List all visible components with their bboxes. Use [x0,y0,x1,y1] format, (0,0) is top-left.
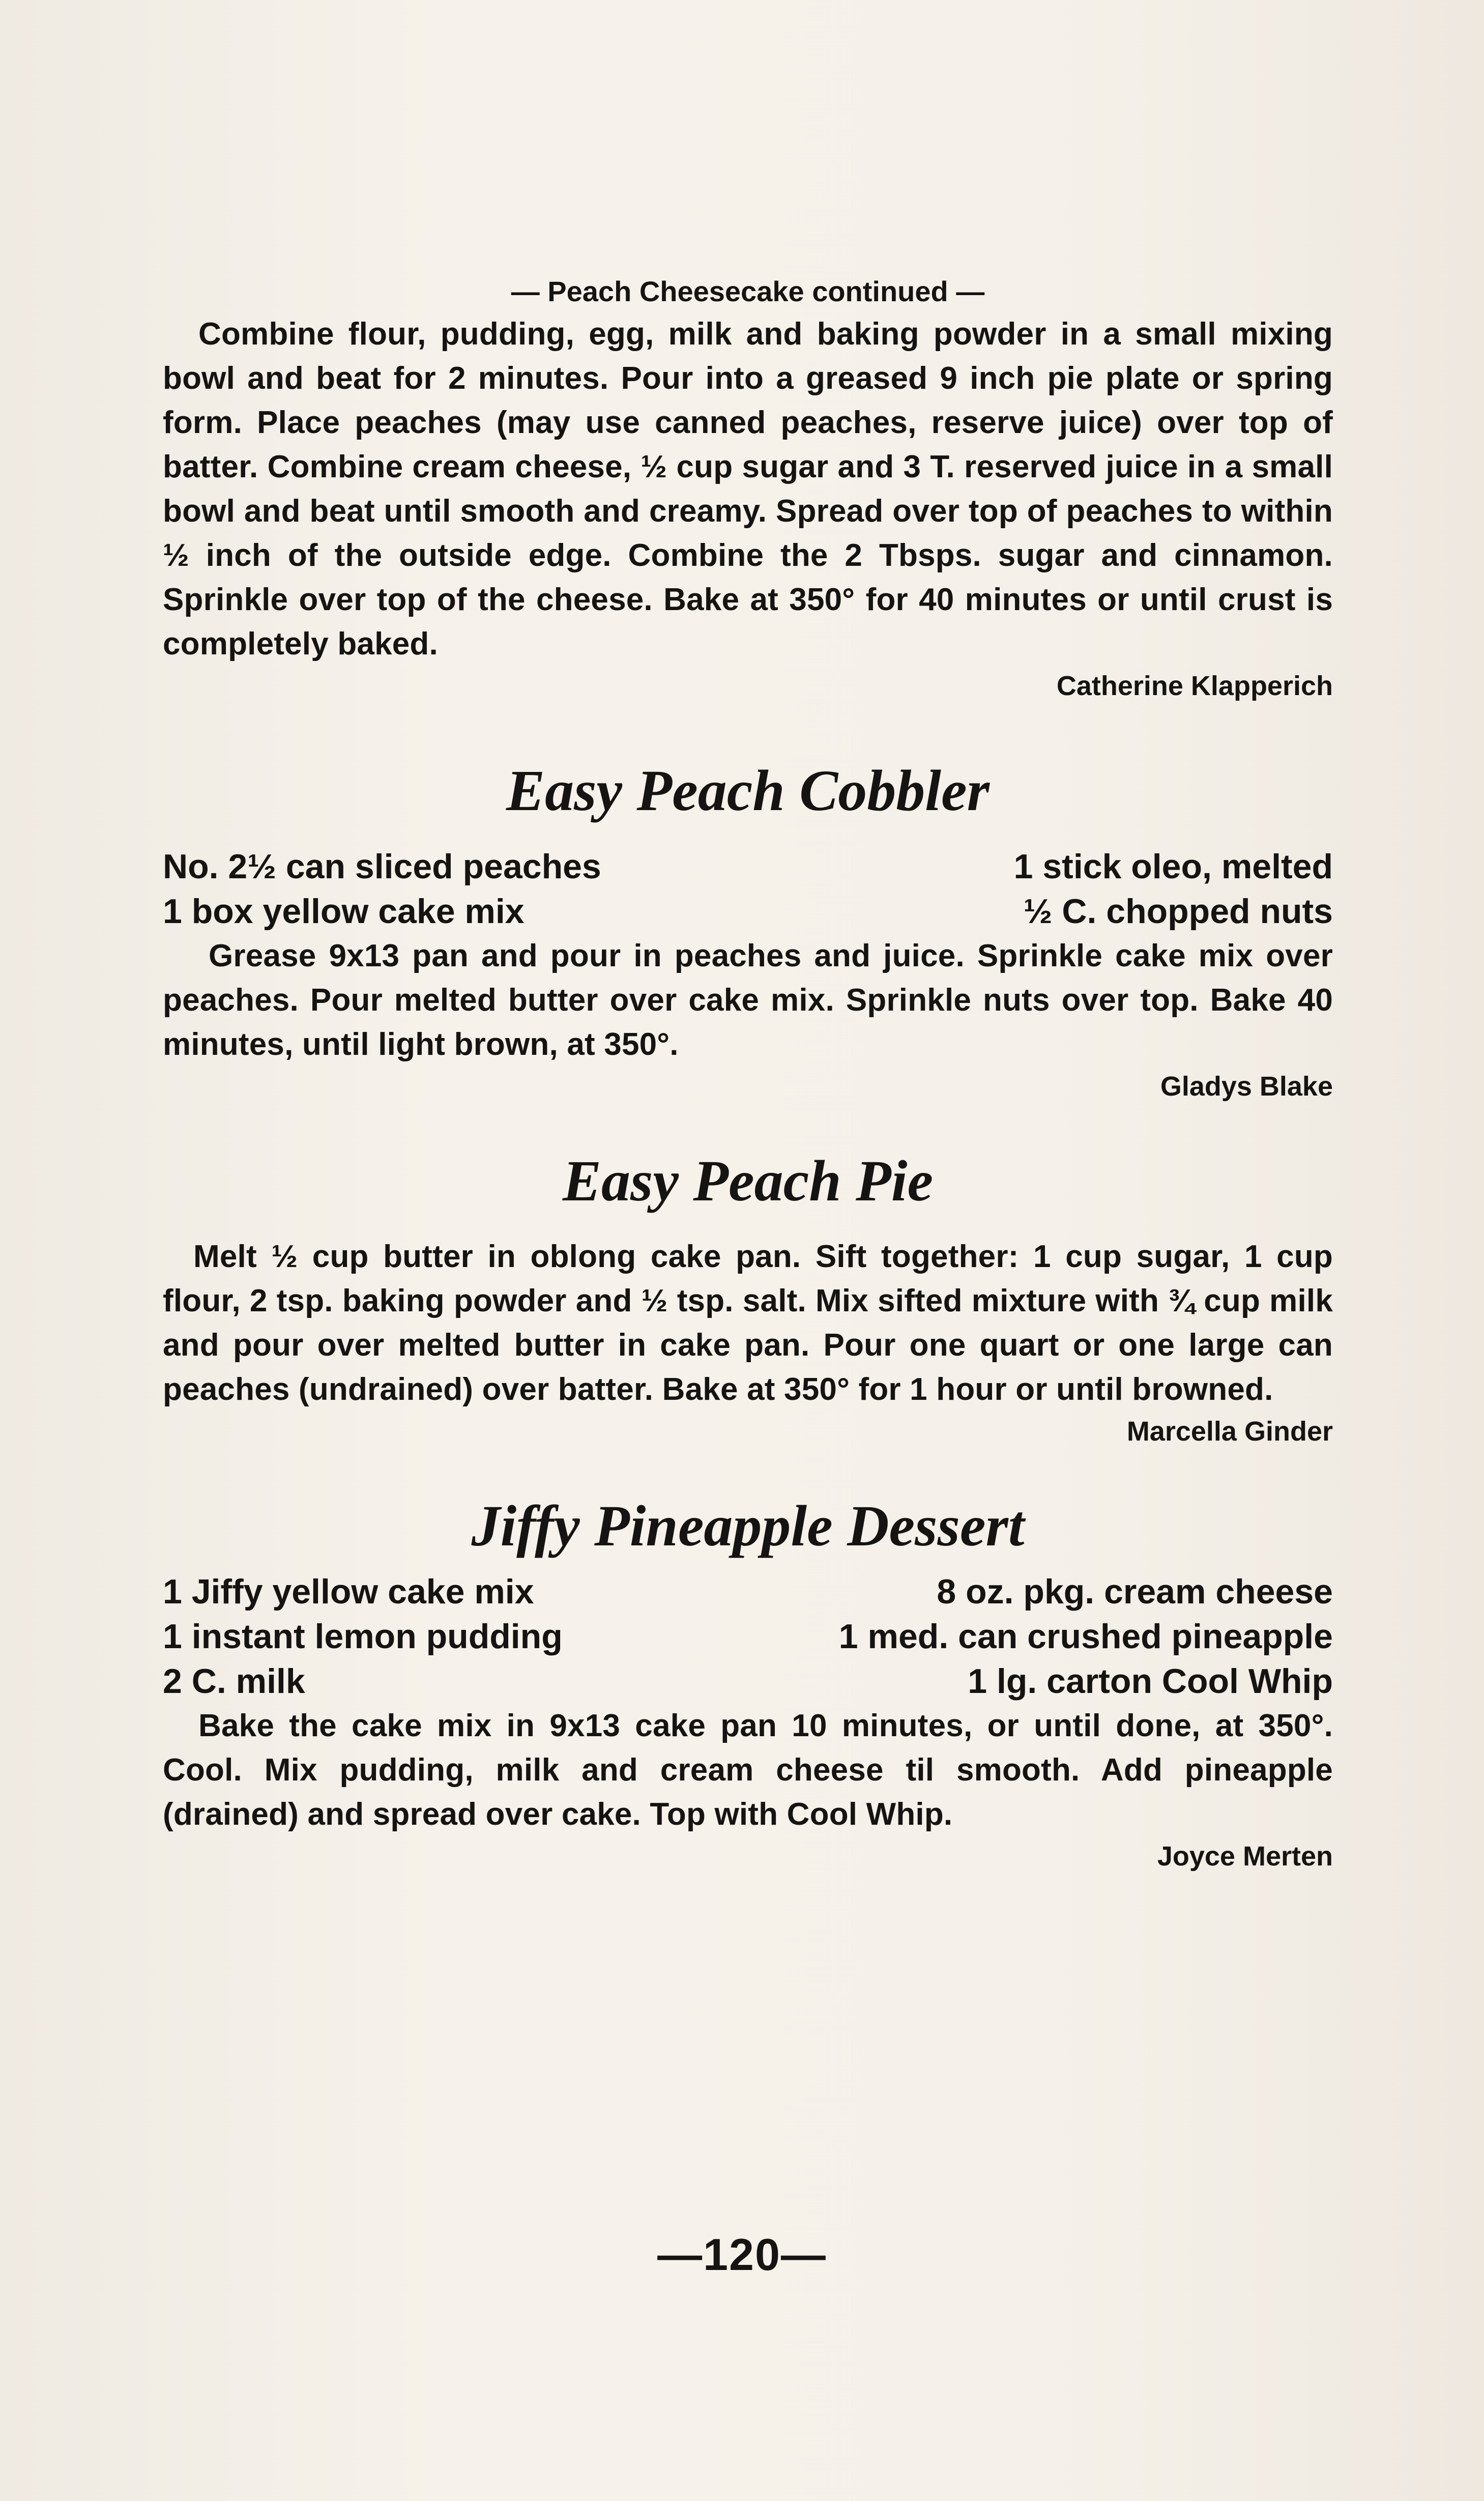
cheesecake-author: Catherine Klapperich [1056,671,1333,701]
cheesecake-instructions: Combine flour, pudding, egg, milk and baking powder in a small mixing bowl and beat for 2 minutes. Pour into a greased 9 inch pie plate or spring form. Place peaches (may use canned peaches, reserve juice) over top of batter. Combine cream cheese, ½ cup sugar and 3 T. reserved juice in a small bowl and beat until smooth and creamy. Spread over top of peaches to within ½ inch of the outside edge. Combine the 2 Tbsps. sugar and cinnamon. Sprinkle over top of the cheese. Bake at 350° for 40 minutes or until crust is completely baked. [163,317,1333,662]
ingredient: 1 Jiffy yellow cake mix [163,1572,534,1611]
ingredient: 1 med. can crushed pineapple [838,1617,1333,1656]
cobbler-title: Easy Peach Cobbler [506,758,990,823]
pie-instructions: Melt ½ cup butter in oblong cake pan. Sift together: 1 cup sugar, 1 cup flour, 2 tsp. baking powder and ½ tsp. salt. Mix sifted mixture with ¾ cup milk and pour over melted butter in cake pan. Pour one quart or one large can peaches (undrained) over batter. Bake at 350° for 1 hour or until browned. [163,1239,1333,1407]
ingredient: 1 instant lemon pudding [163,1617,563,1656]
ingredient: ½ C. chopped nuts [1023,892,1333,931]
jiffy-instructions: Bake the cake mix in 9x13 cake pan 10 minutes, or until done, at 350°. Cool. Mix pudding, milk and cream cheese til smooth. Add pineapple (drained) and spread over cake. Top with Cool Whip. [163,1708,1333,1832]
page-number: —120— [657,2229,827,2280]
pie-author: Marcella Ginder [1126,1416,1333,1447]
ingredient: No. 2½ can sliced peaches [163,847,601,886]
cobbler-author: Gladys Blake [1160,1071,1333,1102]
cobbler-ingredients [163,844,1333,934]
ingredient: 1 stick oleo, melted [1013,847,1333,886]
continued-heading: — Peach Cheesecake continued — [511,275,985,307]
pie-title: Easy Peach Pie [562,1148,934,1213]
jiffy-ingredients [163,1569,1333,1704]
page-content [163,275,1333,1872]
cobbler-instructions: Grease 9x13 pan and pour in peaches and juice. Sprinkle cake mix over peaches. Pour melted butter over cake mix. Sprinkle nuts over top. Bake 40 minutes, until light brown, at 350°. [163,938,1333,1062]
bleed-through-shadow [336,214,350,278]
jiffy-author: Joyce Merten [1157,1841,1333,1872]
ingredient: 1 lg. carton Cool Whip [968,1662,1333,1701]
ingredient: 2 C. milk [163,1662,305,1701]
jiffy-title: Jiffy Pineapple Dessert [471,1493,1025,1558]
ingredient: 8 oz. pkg. cream cheese [937,1572,1333,1611]
ingredient: 1 box yellow cake mix [163,892,525,931]
